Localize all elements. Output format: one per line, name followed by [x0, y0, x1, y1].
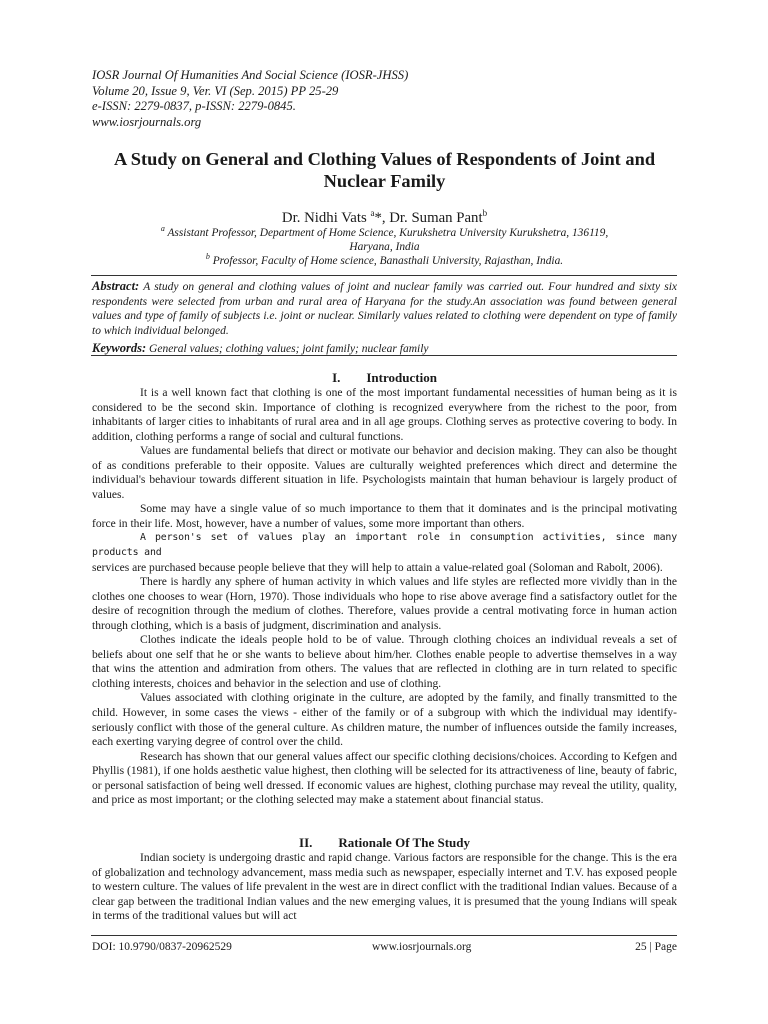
affiliation-b-text: Professor, Faculty of Home science, Banasthali University, Rajasthan, India.: [209, 254, 564, 267]
rationale-body: [92, 851, 677, 924]
author-2: Dr. Suman Pant: [389, 209, 483, 226]
paragraph: Values are fundamental beliefs that direct or motivate our behavior and decision making. They can also be thought of as conditions preferable to their opposite. Values are culturally weighted preferences which direct and determine the individual's behaviour towards different situation in life. Psychologists maintain that human behaviour is largely product of values.: [92, 445, 677, 501]
journal-volume: Volume 20, Issue 9, Ver. VI (Sep. 2015) PP 25-29: [92, 83, 339, 98]
journal-name: IOSR Journal Of Humanities And Social Science (IOSR-JHSS): [92, 68, 409, 82]
affiliation-a-text: Assistant Professor, Department of Home Science, Kurukshetra University Kurukshetra, 136119,: [164, 226, 609, 239]
section-heading-introduction: [92, 370, 677, 386]
author-1-superscript: a: [370, 208, 375, 218]
section-title: Rationale Of The Study: [338, 835, 470, 850]
affiliation-a-superscript: a: [160, 224, 165, 233]
paragraph: Indian society is undergoing drastic and rapid change. Various factors are responsible for the change. This is the era of globalization and technology advancement, mass media such as newspaper, especially internet and T.V. has exposed people to western culture. The values of life prevalent in the west are in direct conflict with the traditional Indian values. Because of a clear gap between the traditional Indian values and the new emerging values, it is presumed that the young Indians will speak in terms of the traditional values but will act: [92, 852, 677, 923]
paper-title: A Study on General and Clothing Values of Respondents of Joint and Nuclear Family: [113, 149, 656, 191]
introduction-body: [92, 386, 677, 808]
paragraph-continuation: services are purchased because people believe that they will help to attain a value-related goal (Soloman and Rabolt, 2006).: [92, 561, 663, 574]
keywords: [92, 341, 677, 357]
keywords-label: Keywords:: [92, 341, 147, 355]
affiliation-a-location: Haryana, India: [349, 241, 420, 254]
footer-page-number: 25 | Page: [635, 941, 677, 953]
footer-website[interactable]: www.iosrjournals.org: [372, 941, 472, 953]
abstract-body: A study on general and clothing values of joint and nuclear family was carried out. Four hundred and sixty six respondents were selected from urban and rural area of Haryana for the study.An association was found between general values and type of family of subjects i.e. joint or nuclear. Similarly values related to clothing were dependent on type of family to which individual belonged.: [92, 281, 677, 337]
section-title: Introduction: [366, 370, 437, 385]
paragraph: Some may have a single value of so much importance to them that it dominates and is the principal motivating force in their life. Most, however, have a number of values, some more important than others.: [92, 503, 677, 530]
section-number: I.: [332, 370, 341, 385]
keywords-list: General values; clothing values; joint family; nuclear family: [149, 343, 429, 355]
page-footer: [91, 935, 677, 953]
abstract: [92, 279, 677, 338]
affiliation-b-superscript: b: [205, 252, 210, 261]
section-heading-rationale: [92, 835, 677, 851]
abstract-label: Abstract:: [92, 279, 140, 293]
paragraph-monospace-line: A person's set of values play an important role in consumption activities, since many products and: [92, 532, 677, 559]
affiliation-b: [92, 250, 677, 268]
paragraph: There is hardly any sphere of human activity in which values and life styles are reflected more vividly than in the clothes one chooses to wear (Horn, 1970). Those individuals who hope to rise above average find a satisfactory outlet for the desire of recognition through the medium of clothes. Therefore, values provide a central motivating force in human action through clothing, which is a basis of judgment, discrimination and analysis.: [92, 576, 677, 632]
footer-doi[interactable]: DOI: 10.9790/0837-20962529: [92, 941, 232, 953]
paragraph: Clothes indicate the ideals people hold to be of value. Through clothing choices an individual reveals a set of beliefs about one self that he or she wants to believe about him/her. Clothes enable people to advertise themselves in a way that wins the attention and admiration from others. The values that are reflected in clothing are in turn related to specific clothing interests, choices and behavior in the selection and use of clothing.: [92, 634, 677, 690]
section-number: II.: [299, 835, 313, 850]
author-1: Dr. Nidhi Vats: [281, 209, 367, 226]
journal-website[interactable]: www.iosrjournals.org: [92, 114, 202, 129]
journal-header: [92, 68, 682, 130]
journal-issn: e-ISSN: 2279-0837, p-ISSN: 2279-0845.: [92, 99, 296, 113]
paragraph: Research has shown that our general values affect our specific clothing decisions/choices. According to Kefgen and Phyllis (1981), if one holds aesthetic value highest, then clothing will be selected for its attractiveness of line, beauty of fabric, or personal satisfaction of being well dressed. If economic values are highest, clothing purchase may reveal the utility, quality, and price as most important; or the clothing selected may make a statement about financial status.: [92, 750, 677, 807]
corresponding-author-mark: *,: [374, 209, 390, 226]
author-2-superscript: b: [482, 208, 488, 218]
paragraph: It is a well known fact that clothing is one of the most important fundamental necessities of human being as it is considered to be the second skin. Importance of clothing is recognized everywhere from the richest to the poor, from inhabitants of larger cities to inhabitants of rural area and in all age groups. Clothing serves as protective covering to body. In addition, clothing performs a range of social and cultural functions.: [92, 387, 677, 443]
paragraph: Values associated with clothing originate in the culture, are adopted by the family, and finally transmitted to the child. However, in some cases the views - either of the family or of a subgroup with which the individual may identify- seriously conflict with those of the general culture. As children mature, the number of influences outside the family increases, each exerting varying degree of control over the child.: [92, 692, 677, 749]
